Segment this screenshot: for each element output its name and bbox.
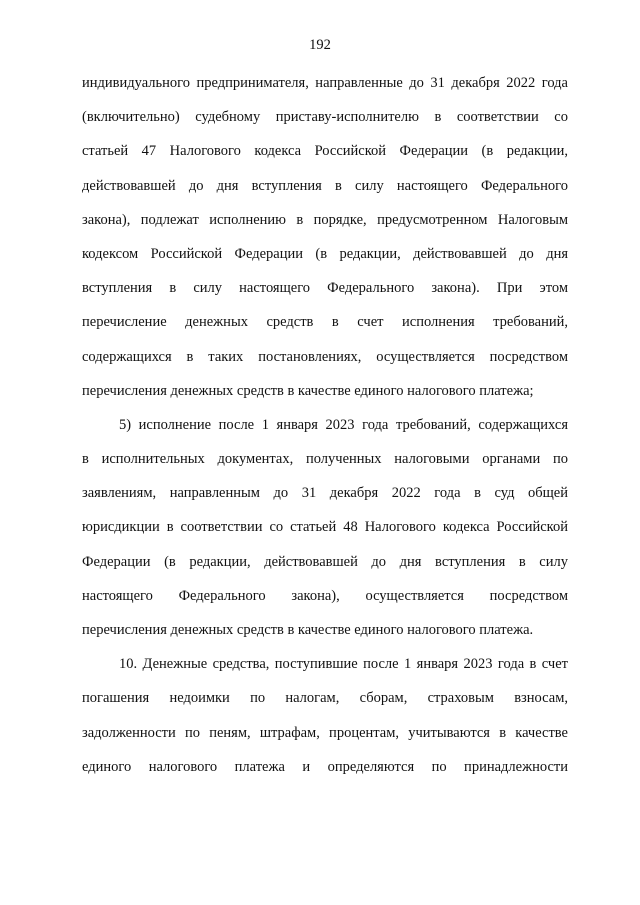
text-line: 5) исполнение после 1 января 2023 года требований, содержащихся xyxy=(119,416,568,433)
page-number: 192 xyxy=(309,37,331,53)
text-line: перечисление денежных средств в счет исполнения требований, xyxy=(82,314,568,331)
text-line: действовавшей до дня вступления в силу настоящего Федерального xyxy=(82,177,568,194)
text-line: задолженности по пеням, штрафам, процентам, учитываются в качестве xyxy=(82,724,568,741)
text-line: заявлениям, направленным до 31 декабря 2022 года в суд общей xyxy=(82,485,568,502)
text-line: перечисления денежных средств в качестве единого налогового платежа; xyxy=(82,382,534,399)
text-line: юрисдикции в соответствии со статьей 48 Налогового кодекса Российской xyxy=(82,519,568,536)
text-line: статьей 47 Налогового кодекса Российской Федерации (в редакции, xyxy=(82,143,568,160)
text-line: единого налогового платежа и определяются по принадлежности xyxy=(82,758,568,775)
text-line: погашения недоимки по налогам, сборам, страховым взносам, xyxy=(82,690,568,707)
text-line: перечисления денежных средств в качестве единого налогового платежа. xyxy=(82,622,534,638)
text-line: (включительно) судебному приставу-исполнителю в соответствии со xyxy=(82,109,568,126)
text-line: Федерации (в редакции, действовавшей до дня вступления в силу xyxy=(82,553,568,570)
text-line: содержащихся в таких постановлениях, осуществляется посредством xyxy=(82,348,568,365)
text-line: кодексом Российской Федерации (в редакции, действовавшей до дня xyxy=(82,245,568,262)
text-line: вступления в силу настоящего Федерального закона). При этом xyxy=(82,280,568,297)
text-line: индивидуального предпринимателя, направленные до 31 декабря 2022 года xyxy=(82,75,568,91)
text-line: 10. Денежные средства, поступившие после 1 января 2023 года в счет xyxy=(119,656,568,673)
text-line: закона), подлежат исполнению в порядке, предусмотренном Налоговым xyxy=(82,211,568,228)
text-line: настоящего Федерального закона), осуществляется посредством xyxy=(82,587,568,604)
document-body xyxy=(82,72,568,790)
text-line: в исполнительных документах, полученных налоговыми органами по xyxy=(82,451,568,468)
